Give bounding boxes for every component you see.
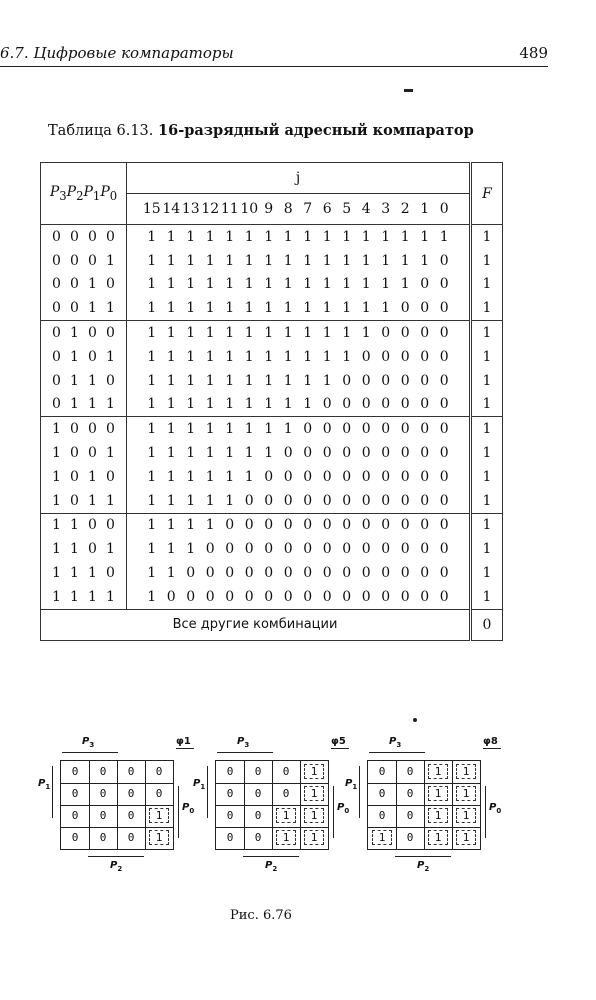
p1-bracket [52,766,53,818]
table-row [41,369,503,393]
other-combinations-f: 0 [471,609,503,640]
grouping-outline [304,786,324,801]
j-column-header: 0 [439,201,449,217]
j-column-header: 5 [342,201,352,217]
grouping-outline [304,808,324,823]
karnaugh-cell: 0 [89,783,118,806]
table-footer-row [41,609,503,640]
j-columns-header [127,194,471,225]
f-value-cell: 1 [471,489,503,513]
grouping-outline [456,808,476,823]
j-values-cell: 1 1 1 1 1 1 1 1 0 0 0 0 0 0 0 0 [127,417,471,441]
p2-label: $P_2$ [265,860,278,873]
karnaugh-cell: 1 [452,783,481,806]
karnaugh-cell: 1 [300,805,329,828]
karnaugh-cell: 1 [452,805,481,828]
p1-bracket [207,766,208,818]
j-values-cell: 1 1 1 1 1 1 1 1 1 0 0 0 0 0 0 0 [127,393,471,417]
page-header [0,44,560,66]
f-value-cell: 1 [471,417,503,441]
phi-overline [483,748,501,749]
other-combinations-label: Все другие комбинации [41,609,471,640]
table-row [41,561,503,585]
j-values-cell: 1 1 0 0 0 0 0 0 0 0 0 0 0 0 0 0 [127,561,471,585]
phi-overline [176,748,194,749]
p-value-cell: 0 0 0 0 [41,225,127,249]
grouping-outline [149,830,169,845]
j-values-cell: 1 1 1 1 1 1 1 1 1 1 1 1 0 0 0 0 [127,321,471,345]
p-value-cell: 1 1 0 0 [41,513,127,537]
karnaugh-cell: 1 [145,827,174,850]
karnaugh-cell: 0 [89,805,118,828]
phi-label: φ8 [483,736,498,747]
table-row [41,537,503,561]
j-values-cell: 1 1 1 1 0 0 0 0 0 0 0 0 0 0 0 0 [127,513,471,537]
j-values-cell: 1 0 0 0 0 0 0 0 0 0 0 0 0 0 0 0 [127,585,471,609]
p-value-cell: 1 1 1 1 [41,585,127,609]
j-column-header: 8 [283,201,293,217]
grouping-outline [276,830,296,845]
table-row [41,465,503,489]
table-row [41,513,503,537]
grouping-outline [372,830,392,845]
p-value-cell: 0 1 0 1 [41,345,127,369]
table-row [41,417,503,441]
j-column-header: 4 [361,201,371,217]
p0-label: $P_0$ [337,802,350,815]
print-speck [413,718,417,722]
table-row [41,321,503,345]
f-value-cell: 1 [471,441,503,465]
karnaugh-cell: 0 [117,827,146,850]
karnaugh-cell: 0 [244,827,273,850]
j-column-header: 13 [181,201,200,217]
j-column-header: 7 [303,201,313,217]
karnaugh-cell: 0 [117,761,146,784]
table-caption-prefix: Таблица 6.13. [48,123,154,139]
p0-label: $P_0$ [182,802,195,815]
p2-label: $P_2$ [110,860,123,873]
karnaugh-cell: 0 [61,827,90,850]
karnaugh-cell: 1 [300,827,329,850]
karnaugh-cell: 1 [424,761,453,784]
p2-label: $P_2$ [417,860,430,873]
karnaugh-cell: 1 [424,827,453,850]
p2-bracket [88,856,144,857]
karnaugh-cell: 0 [244,805,273,828]
karnaugh-cell: 0 [61,783,90,806]
phi-label: φ5 [331,736,346,747]
f-value-cell: 1 [471,273,503,297]
j-column-header: 3 [381,201,391,217]
karnaugh-cell: 0 [117,783,146,806]
p-value-cell: 0 1 1 0 [41,369,127,393]
karnaugh-cell: 1 [452,827,481,850]
karnaugh-cell: 1 [424,783,453,806]
p1-label: $P_1$ [193,778,206,791]
karnaugh-cell: 0 [89,827,118,850]
karnaugh-cell: 1 [300,783,329,806]
karnaugh-cell: 0 [368,761,397,784]
j-column-header: 10 [240,201,259,217]
j-column-header: 6 [322,201,332,217]
j-values-cell: 1 1 1 0 0 0 0 0 0 0 0 0 0 0 0 0 [127,537,471,561]
karnaugh-cell: 1 [145,805,174,828]
p-value-cell: 1 1 0 1 [41,537,127,561]
j-values-cell: 1 1 1 1 1 1 1 1 1 1 1 0 0 0 0 0 [127,345,471,369]
grouping-outline [456,830,476,845]
karnaugh-cell: 0 [145,761,174,784]
f-value-cell: 1 [471,465,503,489]
karnaugh-cell: 0 [368,805,397,828]
j-values-cell: 1 1 1 1 1 1 1 1 1 1 1 1 1 1 1 1 [127,225,471,249]
karnaugh-cell: 1 [272,827,301,850]
table-row [41,273,503,297]
p3-bracket [62,752,118,753]
karnaugh-cell: 0 [216,761,245,784]
grouping-outline [276,808,296,823]
j-values-cell: 1 1 1 1 1 1 1 0 0 0 0 0 0 0 0 0 [127,441,471,465]
karnaugh-cell: 0 [244,783,273,806]
p-value-cell: 1 1 1 0 [41,561,127,585]
f-value-cell: 1 [471,345,503,369]
grouping-outline [304,764,324,779]
karnaugh-cell: 0 [272,783,301,806]
j-values-cell: 1 1 1 1 1 1 1 1 1 1 1 1 1 0 0 0 [127,296,471,320]
j-values-cell: 1 1 1 1 1 1 1 1 1 1 1 1 1 1 1 0 [127,249,471,273]
f-header-cell [471,163,503,225]
p-value-cell: 0 1 1 1 [41,393,127,417]
j-column-header: 2 [400,201,410,217]
karnaugh-cell: 0 [145,783,174,806]
table-row [41,489,503,513]
p-value-cell: 0 1 0 0 [41,321,127,345]
table-caption [48,122,474,139]
f-value-cell: 1 [471,537,503,561]
p0-bracket [333,786,334,838]
karnaugh-cell: 0 [396,761,425,784]
karnaugh-cell: 0 [216,783,245,806]
p-header: $P_3P_2P_1P_0$ [49,184,118,203]
grouping-outline [428,830,448,845]
j-values-cell: 1 1 1 1 1 0 0 0 0 0 0 0 0 0 0 0 [127,489,471,513]
karnaugh-cell: 0 [396,805,425,828]
grouping-outline [456,764,476,779]
p3-label: $P_3$ [389,736,402,749]
karnaugh-cell: 1 [424,805,453,828]
phi-label: φ1 [176,736,191,747]
p1-bracket [359,766,360,818]
table-row [41,393,503,417]
karnaugh-cell: 0 [368,783,397,806]
grouping-outline [428,808,448,823]
j-values-cell: 1 1 1 1 1 1 1 1 1 1 0 0 0 0 0 0 [127,369,471,393]
table-row [41,249,503,273]
j-column-header: 11 [220,201,239,217]
karnaugh-cell: 0 [244,761,273,784]
p1-label: $P_1$ [38,778,51,791]
j-column-header: 12 [201,201,220,217]
p3-label: $P_3$ [237,736,250,749]
p-value-cell: 1 0 1 0 [41,465,127,489]
karnaugh-cell: 1 [368,827,397,850]
grouping-outline [304,830,324,845]
truth-table [40,162,503,641]
f-value-cell: 1 [471,369,503,393]
karnaugh-cell: 0 [117,805,146,828]
j-values-cell: 1 1 1 1 1 1 0 0 0 0 0 0 0 0 0 0 [127,465,471,489]
p-value-cell: 1 0 1 1 [41,489,127,513]
f-value-cell: 1 [471,393,503,417]
karnaugh-cell: 0 [61,761,90,784]
karnaugh-cell: 0 [396,827,425,850]
p-value-cell: 1 0 0 0 [41,417,127,441]
p3-label: $P_3$ [82,736,95,749]
table-row [41,585,503,609]
table-row [41,296,503,320]
j-header-cell [127,163,471,194]
j-column-header: 1 [420,201,430,217]
p2-bracket [395,856,451,857]
j-label: j [295,170,301,186]
j-column-header: 9 [264,201,274,217]
table-row [41,441,503,465]
karnaugh-cell: 0 [396,783,425,806]
p3-bracket [369,752,425,753]
f-value-cell: 1 [471,321,503,345]
grouping-outline [428,764,448,779]
p-value-cell: 0 0 1 1 [41,296,127,320]
grouping-outline [456,786,476,801]
karnaugh-cell: 1 [300,761,329,784]
karnaugh-cell: 0 [89,761,118,784]
grouping-outline [428,786,448,801]
p-value-cell: 1 0 0 1 [41,441,127,465]
karnaugh-cell: 0 [272,761,301,784]
section-title: 6.7. Цифровые компараторы [0,44,234,62]
phi-overline [331,748,349,749]
p-value-cell: 0 0 0 1 [41,249,127,273]
j-column-header: 15 [142,201,161,217]
p2-bracket [243,856,299,857]
f-value-cell: 1 [471,585,503,609]
karnaugh-cell: 0 [61,805,90,828]
table-row [41,345,503,369]
p0-bracket [485,786,486,838]
table-row [41,225,503,249]
p0-bracket [178,786,179,838]
f-header: F [482,185,492,202]
j-column-header: 14 [162,201,181,217]
grouping-outline [149,808,169,823]
header-rule [0,66,548,67]
karnaugh-cell: 0 [216,827,245,850]
p-value-cell: 0 0 1 0 [41,273,127,297]
p0-label: $P_0$ [489,802,502,815]
f-value-cell: 1 [471,513,503,537]
f-value-cell: 1 [471,225,503,249]
p-header-cell [41,163,127,225]
f-value-cell: 1 [471,561,503,585]
f-value-cell: 1 [471,249,503,273]
p3-bracket [217,752,273,753]
f-value-cell: 1 [471,296,503,320]
figure-caption: Рис. 6.76 [230,908,292,923]
j-values-cell: 1 1 1 1 1 1 1 1 1 1 1 1 1 1 0 0 [127,273,471,297]
page-number: 489 [519,44,548,62]
karnaugh-cell: 0 [216,805,245,828]
p1-label: $P_1$ [345,778,358,791]
print-speck [404,89,413,92]
karnaugh-cell: 1 [452,761,481,784]
table-caption-title: 16-разрядный адресный компаратор [158,122,474,139]
karnaugh-cell: 1 [272,805,301,828]
